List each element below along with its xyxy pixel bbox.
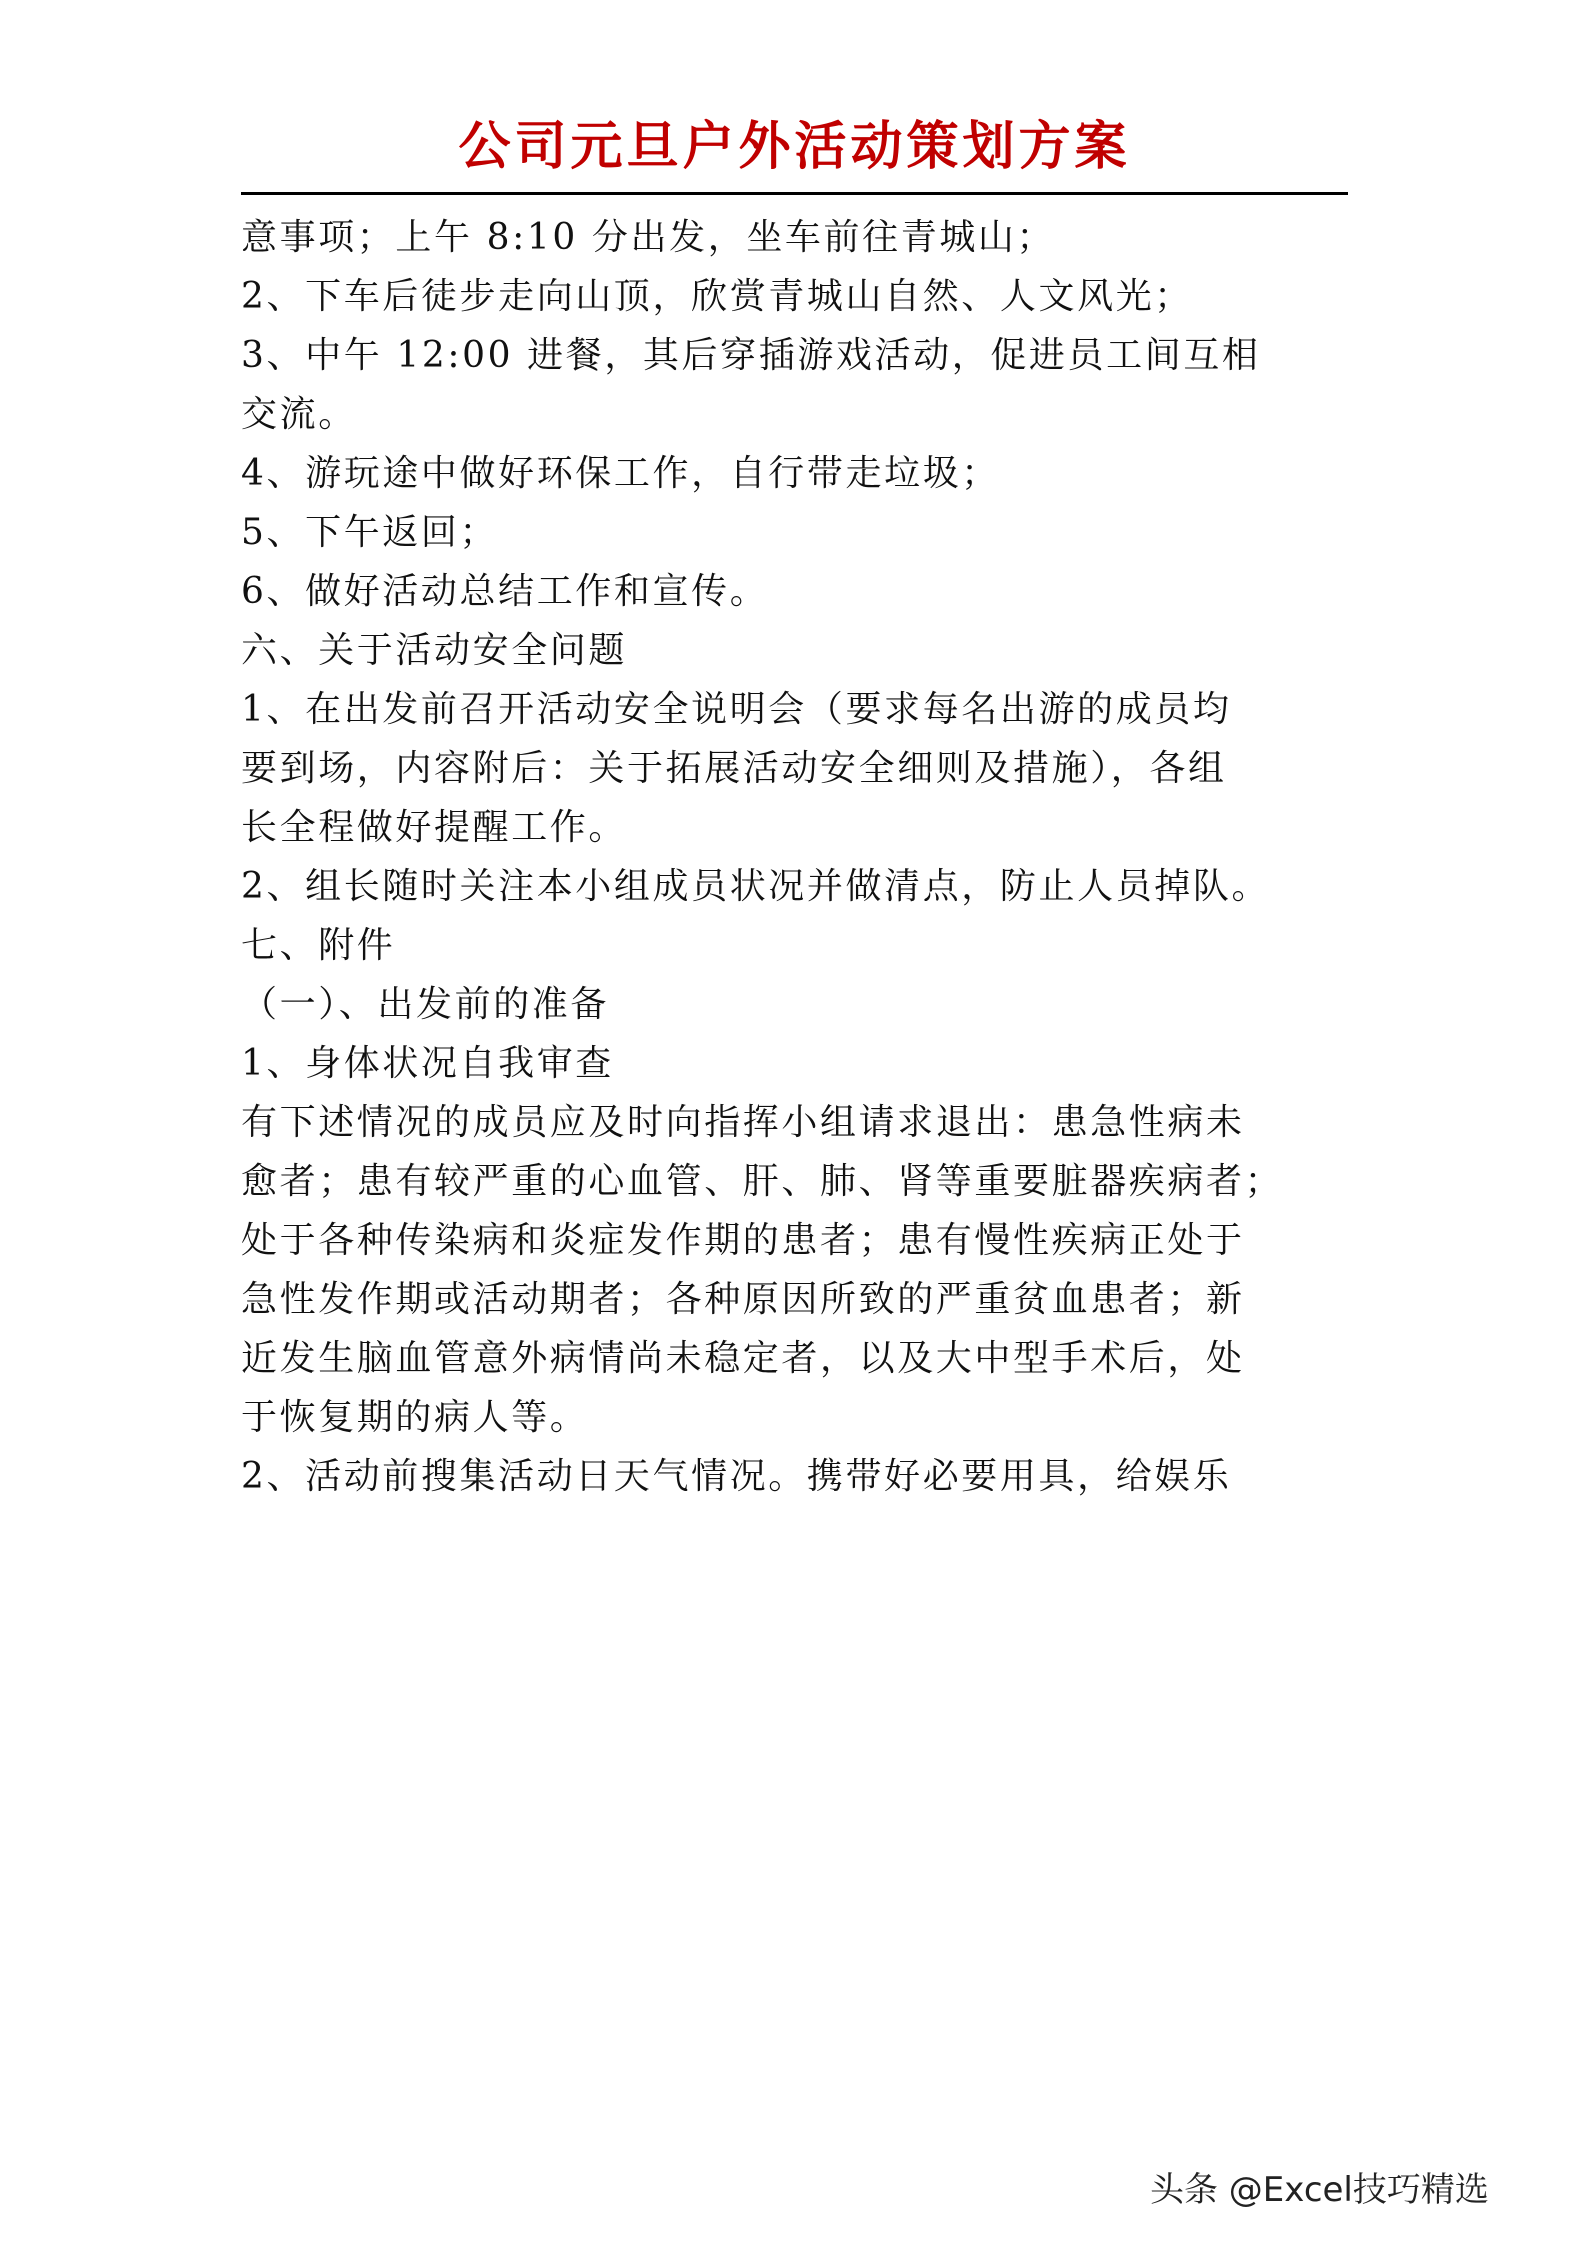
subsection-heading: （一）、出发前的准备: [241, 984, 610, 1025]
section-heading: 六、关于活动安全问题: [241, 630, 628, 671]
text-line: 意事项；上午 8:10 分出发，坐车前往青城山；: [241, 217, 1056, 258]
text-line: 处于各种传染病和炎症发作期的患者；患有慢性疾病正处于: [241, 1220, 1245, 1261]
text-line: 4、游玩途中做好环保工作，自行带走垃圾；: [241, 453, 1000, 494]
text-line: 愈者；患有较严重的心血管、肝、肺、肾等重要脏器疾病者；: [241, 1161, 1284, 1202]
text-line: 5、下午返回；: [241, 512, 499, 553]
text-line: 1、在出发前召开活动安全说明会（要求每名出游的成员均: [241, 689, 1232, 730]
text-line: 长全程做好提醒工作。: [241, 807, 628, 848]
text-line: 于恢复期的病人等。: [241, 1397, 589, 1438]
text-line: 2、下车后徒步走向山顶，欣赏青城山自然、人文风光；: [241, 276, 1193, 317]
text-line: 要到场，内容附后：关于拓展活动安全细则及措施），各组: [241, 748, 1227, 789]
text-line: 2、活动前搜集活动日天气情况。携带好必要用具，给娱乐: [241, 1456, 1232, 1497]
text-line: 近发生脑血管意外病情尚未稳定者，以及大中型手术后，处: [241, 1338, 1245, 1379]
text-line: 急性发作期或活动期者；各种原因所致的严重贫血患者；新: [241, 1279, 1245, 1320]
document-body: [241, 208, 1356, 1506]
watermark: 头条 @Excel技巧精选: [1150, 2170, 1489, 2210]
text-line: 6、做好活动总结工作和宣传。: [241, 571, 769, 612]
text-line: 1、身体状况自我审查: [241, 1043, 614, 1084]
document-title: 公司元旦户外活动策划方案: [458, 116, 1131, 177]
text-line: 交流。: [241, 394, 357, 435]
section-heading: 七、附件: [241, 925, 396, 966]
text-line: 2、组长随时关注本小组成员状况并做清点，防止人员掉队。: [241, 866, 1271, 907]
text-line: 有下述情况的成员应及时向指挥小组请求退出：患急性病未: [241, 1102, 1245, 1143]
title-divider: [241, 192, 1348, 195]
text-line: 3、中午 12:00 进餐，其后穿插游戏活动，促进员工间互相: [241, 335, 1261, 376]
